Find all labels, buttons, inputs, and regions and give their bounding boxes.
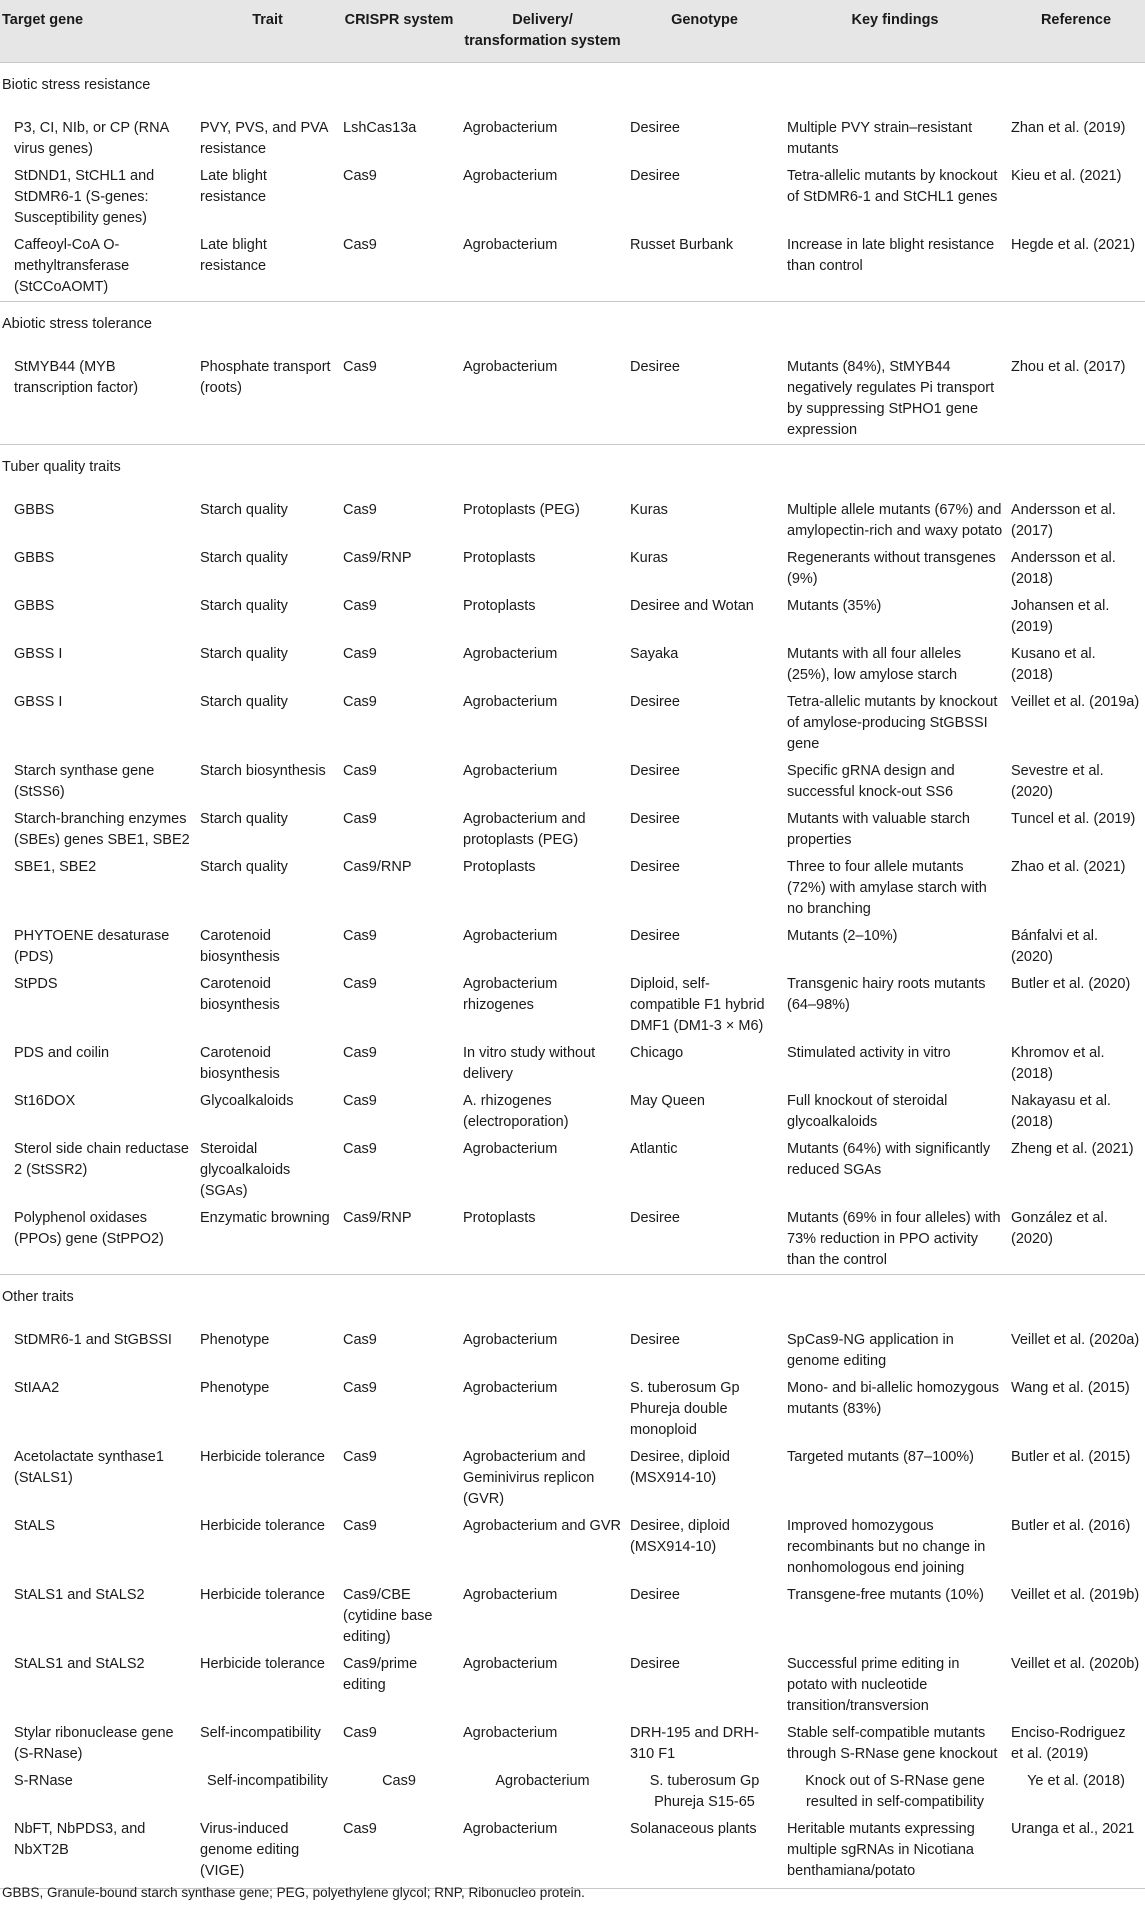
cell-trait: Self-incompatibility <box>200 1725 321 1741</box>
cell-trait: Phenotype <box>200 1332 270 1348</box>
cell-trait: Enzymatic browning <box>200 1210 330 1226</box>
cell-key-findings: Tetra-allelic mutants by knockout of StDMR6-1 and StCHL1 genes <box>787 168 998 205</box>
table-body <box>0 63 1145 1889</box>
cell-crispr-system: Cas9 <box>343 359 377 375</box>
cell-target-gene: NbFT, NbPDS3, and NbXT2B <box>0 1816 196 1889</box>
cell-trait: Herbicide tolerance <box>200 1587 325 1603</box>
cell-target-gene: S-RNase <box>14 1773 73 1789</box>
cell-crispr-system: Cas9 <box>343 1518 377 1534</box>
cell-target-gene: Sterol side chain reductase 2 (StSSR2) <box>14 1141 189 1178</box>
table-row <box>0 1651 1145 1720</box>
cell-target-gene: Polyphenol oxidases (PPOs) gene (StPPO2) <box>14 1210 164 1247</box>
cell-reference: Sevestre et al. (2020) <box>1011 763 1104 800</box>
cell-delivery: Agrobacterium <box>463 1656 558 1672</box>
cell-reference: Kusano et al. (2018) <box>1011 646 1096 683</box>
cell-crispr-system: Cas9 <box>343 598 377 614</box>
cell-key-findings: Successful prime editing in potato with nucleotide transition/transversion <box>787 1656 960 1714</box>
table-row <box>0 1444 1145 1513</box>
cell-delivery: A. rhizogenes (electroporation) <box>463 1093 569 1130</box>
cell-key-findings: SpCas9-NG application in genome editing <box>787 1332 954 1369</box>
cell-reference: Veillet et al. (2020b) <box>1011 1656 1140 1672</box>
col-header-crispr-system: CRISPR system <box>344 12 454 28</box>
cell-genotype: Atlantic <box>630 1141 678 1157</box>
table-row <box>0 1205 1145 1275</box>
cell-genotype: Desiree <box>630 694 680 710</box>
table-row <box>0 758 1145 806</box>
cell-trait: Late blight resistance <box>200 237 267 274</box>
cell-crispr-system: Cas9 <box>339 1816 459 1889</box>
cell-delivery: Agrobacterium <box>463 1380 558 1396</box>
cell-key-findings: Mutants (2–10%) <box>787 928 898 944</box>
cell-key-findings: Three to four allele mutants (72%) with amylase starch with no branching <box>787 859 987 917</box>
cell-crispr-system: Cas9 <box>343 928 377 944</box>
table-row <box>0 108 1145 163</box>
table-row <box>0 1088 1145 1136</box>
cell-crispr-system: Cas9/CBE (cytidine base editing) <box>343 1587 433 1645</box>
cell-trait: Starch quality <box>200 694 288 710</box>
cell-target-gene: StMYB44 (MYB transcription factor) <box>14 359 139 396</box>
table-row <box>0 347 1145 445</box>
cell-delivery: Agrobacterium rhizogenes <box>463 976 558 1013</box>
table-row <box>0 1320 1145 1375</box>
cell-reference: Butler et al. (2016) <box>1011 1518 1131 1534</box>
cell-target-gene: StALS1 and StALS2 <box>14 1656 145 1672</box>
table-row <box>0 971 1145 1040</box>
section-row-other <box>0 1275 1145 1321</box>
cell-delivery: Agrobacterium <box>463 928 558 944</box>
table-row <box>0 1040 1145 1088</box>
cell-genotype: S. tuberosum Gp Phureja S15-65 <box>649 1773 760 1810</box>
cell-delivery: Agrobacterium <box>463 359 558 375</box>
cell-trait: Herbicide tolerance <box>200 1656 325 1672</box>
table-row <box>0 854 1145 923</box>
cell-delivery: Protoplasts <box>463 598 536 614</box>
cell-delivery: Agrobacterium <box>463 763 558 779</box>
cell-reference: Butler et al. (2020) <box>1011 976 1131 992</box>
cell-delivery: Agrobacterium <box>495 1773 590 1789</box>
cell-target-gene: StALS1 and StALS2 <box>14 1587 145 1603</box>
cell-genotype: Sayaka <box>630 646 679 662</box>
cell-trait: Starch quality <box>200 646 288 662</box>
cell-key-findings: Mutants (64%) with significantly reduced SGAs <box>787 1141 991 1178</box>
cell-target-gene: Caffeoyl-CoA O-methyltransferase (StCCoAOMT) <box>14 237 130 295</box>
cell-genotype: Russet Burbank <box>630 237 734 253</box>
cell-genotype: S. tuberosum Gp Phureja double monoploid <box>630 1380 740 1438</box>
cell-reference: Zhou et al. (2017) <box>1011 359 1126 375</box>
table-row <box>0 1768 1145 1816</box>
cell-reference: Tuncel et al. (2019) <box>1011 811 1136 827</box>
table-row <box>0 490 1145 545</box>
cell-reference: Bánfalvi et al. (2020) <box>1011 928 1099 965</box>
cell-reference: Johansen et al. (2019) <box>1011 598 1110 635</box>
cell-key-findings: Full knockout of steroidal glycoalkaloids <box>787 1093 948 1130</box>
table-row <box>0 1513 1145 1582</box>
cell-crispr-system: Cas9 <box>382 1773 416 1789</box>
cell-key-findings: Heritable mutants expressing multiple sgRNAs in Nicotiana benthamiana/potato <box>783 1816 1007 1889</box>
cell-target-gene: GBSS I <box>14 646 63 662</box>
cell-reference: Zhao et al. (2021) <box>1011 859 1126 875</box>
cell-delivery: Agrobacterium <box>463 120 558 136</box>
cell-key-findings: Multiple PVY strain–resistant mutants <box>787 120 973 157</box>
cell-genotype: Desiree <box>630 1587 680 1603</box>
cell-crispr-system: LshCas13a <box>343 120 417 136</box>
cell-delivery: Protoplasts <box>463 550 536 566</box>
cell-target-gene: GBBS <box>14 502 55 518</box>
cell-crispr-system: Cas9 <box>343 168 377 184</box>
cell-delivery: Agrobacterium and protoplasts (PEG) <box>463 811 586 848</box>
table-row <box>0 806 1145 854</box>
cell-crispr-system: Cas9 <box>343 1093 377 1109</box>
cell-reference: Veillet et al. (2020a) <box>1011 1332 1140 1348</box>
cell-crispr-system: Cas9/RNP <box>343 859 412 875</box>
cell-target-gene: Starch-branching enzymes (SBEs) genes SBE1, SBE2 <box>14 811 190 848</box>
cell-key-findings: Transgene-free mutants (10%) <box>787 1587 984 1603</box>
cell-reference: Wang et al. (2015) <box>1011 1380 1130 1396</box>
cell-trait: Starch quality <box>200 550 288 566</box>
cell-target-gene: StPDS <box>14 976 58 992</box>
section-title: Biotic stress resistance <box>0 63 1145 109</box>
cell-delivery: Agrobacterium <box>463 1141 558 1157</box>
cell-genotype: Kuras <box>630 502 668 518</box>
cell-genotype: May Queen <box>630 1093 705 1109</box>
cell-reference: Veillet et al. (2019a) <box>1011 694 1140 710</box>
cell-reference: Ye et al. (2018) <box>1027 1773 1125 1789</box>
cell-crispr-system: Cas9 <box>343 237 377 253</box>
table-row <box>0 232 1145 302</box>
cell-reference: Zhan et al. (2019) <box>1011 120 1126 136</box>
cell-target-gene: PHYTOENE desaturase (PDS) <box>14 928 170 965</box>
cell-crispr-system: Cas9 <box>343 763 377 779</box>
cell-trait: Starch quality <box>200 502 288 518</box>
cell-trait: Glycoalkaloids <box>200 1093 294 1109</box>
table-row <box>0 1582 1145 1651</box>
table-row <box>0 1136 1145 1205</box>
cell-key-findings: Tetra-allelic mutants by knockout of amylose-producing StGBSSI gene <box>787 694 998 752</box>
cell-genotype: Desiree <box>630 928 680 944</box>
table-row <box>0 163 1145 232</box>
cell-trait: Starch biosynthesis <box>200 763 326 779</box>
cell-key-findings: Improved homozygous recombinants but no change in nonhomologous end joining <box>787 1518 986 1576</box>
cell-target-gene: St16DOX <box>14 1093 76 1109</box>
cell-reference: Uranga et al., 2021 <box>1007 1816 1145 1889</box>
cell-target-gene: StIAA2 <box>14 1380 60 1396</box>
cell-trait: Starch quality <box>200 859 288 875</box>
cell-genotype: Desiree <box>630 168 680 184</box>
cell-key-findings: Mutants (69% in four alleles) with 73% reduction in PPO activity than the control <box>787 1210 1001 1268</box>
cell-delivery: Agrobacterium <box>463 1725 558 1741</box>
cell-genotype: Desiree <box>630 763 680 779</box>
table-row <box>0 1375 1145 1444</box>
cell-trait: Late blight resistance <box>200 168 267 205</box>
cell-reference: Enciso-Rodriguez et al. (2019) <box>1011 1725 1126 1762</box>
cell-crispr-system: Cas9 <box>343 1725 377 1741</box>
cell-reference: Veillet et al. (2019b) <box>1011 1587 1140 1603</box>
col-header-key-findings: Key findings <box>851 12 939 28</box>
col-header-target-gene: Target gene <box>2 12 84 28</box>
cell-crispr-system: Cas9 <box>343 1141 377 1157</box>
cell-reference: Zheng et al. (2021) <box>1011 1141 1134 1157</box>
cell-genotype: Desiree <box>630 120 680 136</box>
cell-reference: González et al. (2020) <box>1011 1210 1108 1247</box>
table-header-row <box>0 0 1145 63</box>
cell-key-findings: Knock out of S-RNase gene resulted in self-compatibility <box>805 1773 985 1810</box>
cell-crispr-system: Cas9/RNP <box>343 550 412 566</box>
cell-delivery: Protoplasts <box>463 1210 536 1226</box>
cell-target-gene: P3, CI, NIb, or CP (RNA virus genes) <box>14 120 169 157</box>
cell-reference: Nakayasu et al. (2018) <box>1011 1093 1111 1130</box>
cell-target-gene: StDND1, StCHL1 and StDMR6-1 (S-genes: Susceptibility genes) <box>14 168 155 226</box>
table-row <box>0 641 1145 689</box>
cell-trait: Carotenoid biosynthesis <box>200 1045 280 1082</box>
cell-delivery: Agrobacterium <box>463 237 558 253</box>
cell-delivery: Protoplasts <box>463 859 536 875</box>
cell-delivery: Protoplasts (PEG) <box>463 502 580 518</box>
cell-crispr-system: Cas9 <box>343 646 377 662</box>
cell-delivery: Agrobacterium <box>463 1332 558 1348</box>
section-title: Abiotic stress tolerance <box>0 302 1145 348</box>
cell-key-findings: Targeted mutants (87–100%) <box>787 1449 974 1465</box>
cell-reference: Andersson et al. (2018) <box>1011 550 1116 587</box>
col-header-trait: Trait <box>252 12 283 28</box>
cell-crispr-system: Cas9/prime editing <box>343 1656 418 1693</box>
cell-crispr-system: Cas9 <box>343 976 377 992</box>
cell-key-findings: Mutants (84%), StMYB44 negatively regulates Pi transport by suppressing StPHO1 gene expression <box>787 359 995 438</box>
cell-reference: Butler et al. (2015) <box>1011 1449 1131 1465</box>
cell-trait: Starch quality <box>200 811 288 827</box>
section-row-biotic <box>0 63 1145 109</box>
cell-genotype: Desiree <box>630 811 680 827</box>
cell-key-findings: Regenerants without transgenes (9%) <box>787 550 996 587</box>
cell-crispr-system: Cas9 <box>343 502 377 518</box>
cell-target-gene: GBBS <box>14 598 55 614</box>
table-row <box>0 1816 1145 1889</box>
cell-trait: PVY, PVS, and PVA resistance <box>200 120 328 157</box>
table-row <box>0 689 1145 758</box>
cell-trait: Herbicide tolerance <box>200 1518 325 1534</box>
cell-genotype: Diploid, self-compatible F1 hybrid DMF1 (DM1-3 × M6) <box>630 976 765 1034</box>
cell-target-gene: GBBS <box>14 550 55 566</box>
cell-target-gene: GBSS I <box>14 694 63 710</box>
section-title: Other traits <box>0 1275 1145 1321</box>
table-row <box>0 923 1145 971</box>
cell-crispr-system: Cas9 <box>343 1332 377 1348</box>
table-footnote: GBBS, Granule-bound starch synthase gene; PEG, polyethylene glycol; RNP, Ribonucleo protein. <box>2 1885 585 1900</box>
cell-trait: Starch quality <box>200 598 288 614</box>
cell-target-gene: Acetolactate synthase1 (StALS1) <box>14 1449 164 1486</box>
cell-genotype: Solanaceous plants <box>626 1816 783 1889</box>
cell-crispr-system: Cas9 <box>343 694 377 710</box>
cell-reference: Andersson et al. (2017) <box>1011 502 1116 539</box>
cell-key-findings: Transgenic hairy roots mutants (64–98%) <box>787 976 986 1013</box>
cell-target-gene: Starch synthase gene (StSS6) <box>14 763 155 800</box>
cell-delivery: In vitro study without delivery <box>463 1045 596 1082</box>
cell-key-findings: Stable self-compatible mutants through S-RNase gene knockout <box>787 1725 998 1762</box>
cell-trait: Phosphate transport (roots) <box>200 359 331 396</box>
cell-key-findings: Stimulated activity in vitro <box>787 1045 951 1061</box>
cell-key-findings: Multiple allele mutants (67%) and amylopectin-rich and waxy potato <box>787 502 1003 539</box>
section-row-abiotic <box>0 302 1145 348</box>
cell-genotype: Desiree and Wotan <box>630 598 754 614</box>
col-header-genotype: Genotype <box>671 12 738 28</box>
cell-delivery: Agrobacterium and GVR <box>463 1518 621 1534</box>
cell-genotype: Desiree <box>630 859 680 875</box>
cell-delivery: Agrobacterium and Geminivirus replicon (GVR) <box>463 1449 595 1507</box>
cell-reference: Khromov et al. (2018) <box>1011 1045 1105 1082</box>
table-row <box>0 593 1145 641</box>
cell-crispr-system: Cas9 <box>343 1449 377 1465</box>
cell-key-findings: Specific gRNA design and successful knock-out SS6 <box>787 763 955 800</box>
cell-delivery: Agrobacterium <box>463 694 558 710</box>
cell-crispr-system: Cas9 <box>343 811 377 827</box>
cell-target-gene: StDMR6-1 and StGBSSI <box>14 1332 172 1348</box>
cell-genotype: Desiree <box>630 1656 680 1672</box>
cell-trait: Carotenoid biosynthesis <box>200 976 280 1013</box>
section-title: Tuber quality traits <box>0 445 1145 491</box>
section-row-tuber <box>0 445 1145 491</box>
cell-genotype: Desiree, diploid (MSX914-10) <box>630 1518 730 1555</box>
cell-key-findings: Mono- and bi-allelic homozygous mutants (83%) <box>787 1380 999 1417</box>
cell-genotype: Chicago <box>630 1045 684 1061</box>
table-row <box>0 1720 1145 1768</box>
cell-trait: Herbicide tolerance <box>200 1449 325 1465</box>
cell-trait: Virus-induced genome editing (VIGE) <box>196 1816 339 1889</box>
cell-genotype: DRH-195 and DRH-310 F1 <box>630 1725 759 1762</box>
col-header-reference: Reference <box>1040 12 1112 28</box>
cell-crispr-system: Cas9 <box>343 1045 377 1061</box>
cell-key-findings: Mutants with all four alleles (25%), low amylose starch <box>787 646 962 683</box>
cell-key-findings: Increase in late blight resistance than control <box>787 237 995 274</box>
cell-trait: Steroidal glycoalkaloids (SGAs) <box>200 1141 291 1199</box>
cell-trait: Phenotype <box>200 1380 270 1396</box>
cell-reference: Kieu et al. (2021) <box>1011 168 1122 184</box>
cell-reference: Hegde et al. (2021) <box>1011 237 1136 253</box>
cell-genotype: Desiree <box>630 359 680 375</box>
cell-target-gene: Stylar ribonuclease gene (S-RNase) <box>14 1725 174 1762</box>
cell-crispr-system: Cas9/RNP <box>343 1210 412 1226</box>
cell-trait: Carotenoid biosynthesis <box>200 928 280 965</box>
cell-genotype: Desiree <box>630 1210 680 1226</box>
cell-target-gene: SBE1, SBE2 <box>14 859 97 875</box>
cell-target-gene: StALS <box>14 1518 56 1534</box>
cell-delivery: Agrobacterium <box>463 168 558 184</box>
cell-delivery: Agrobacterium <box>463 1587 558 1603</box>
cell-key-findings: Mutants (35%) <box>787 598 882 614</box>
cell-crispr-system: Cas9 <box>343 1380 377 1396</box>
cell-genotype: Desiree, diploid (MSX914-10) <box>630 1449 730 1486</box>
cell-target-gene: PDS and coilin <box>14 1045 110 1061</box>
cell-delivery: Agrobacterium <box>459 1816 626 1889</box>
col-header-delivery: Delivery/ transformation system <box>464 12 621 49</box>
cell-trait: Self-incompatibility <box>207 1773 328 1789</box>
table-row <box>0 545 1145 593</box>
cell-genotype: Kuras <box>630 550 668 566</box>
cell-key-findings: Mutants with valuable starch properties <box>787 811 970 848</box>
cell-genotype: Desiree <box>630 1332 680 1348</box>
cell-delivery: Agrobacterium <box>463 646 558 662</box>
